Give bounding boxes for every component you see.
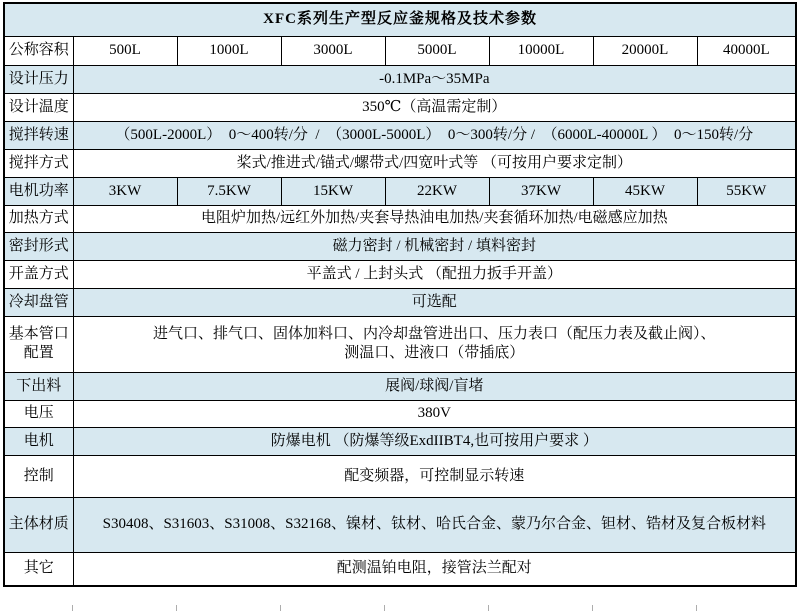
row-label: 加热方式 bbox=[4, 205, 73, 232]
row-label: 密封形式 bbox=[4, 232, 73, 260]
table-row bbox=[4, 427, 796, 455]
row-value: 配变频器，可控制显示转速 bbox=[73, 455, 796, 497]
capacity-value: 40000L bbox=[697, 36, 796, 65]
row-label: 下出料 bbox=[4, 372, 73, 400]
motor-power-value: 22KW bbox=[385, 177, 489, 205]
capacity-value: 10000L bbox=[489, 36, 593, 65]
motor-power-value: 3KW bbox=[73, 177, 177, 205]
motor-power-value: 7.5KW bbox=[177, 177, 281, 205]
row-value: （500L-2000L） 0～400转/分 / （3000L-5000L） 0～300转/分 / （6000L-40000L ） 0～150转/分 bbox=[73, 121, 796, 149]
table-row bbox=[4, 149, 796, 177]
row-value: 展阀/球阀/盲堵 bbox=[73, 372, 796, 400]
motor-power-value: 15KW bbox=[281, 177, 385, 205]
row-value: 配测温铂电阻，接管法兰配对 bbox=[73, 552, 796, 586]
motor-power-value: 37KW bbox=[489, 177, 593, 205]
row-label: 设计压力 bbox=[4, 65, 73, 93]
row-value: 380V bbox=[73, 400, 796, 427]
table-row bbox=[4, 316, 796, 372]
row-value: S30408、S31603、S31008、S32168、镍材、钛材、哈氏合金、蒙乃尔合金、钽材、锆材及复合板材料 bbox=[73, 497, 796, 552]
table-row bbox=[4, 260, 796, 288]
row-label: 搅拌转速 bbox=[4, 121, 73, 149]
spec-table bbox=[3, 2, 797, 587]
motor-power-value: 45KW bbox=[593, 177, 697, 205]
table-row bbox=[4, 121, 796, 149]
table-row bbox=[4, 497, 796, 552]
table-row bbox=[4, 232, 796, 260]
table-row bbox=[4, 36, 796, 65]
spec-sheet bbox=[3, 2, 797, 587]
row-label: 控制 bbox=[4, 455, 73, 497]
gridline-stub bbox=[384, 605, 385, 611]
table-row bbox=[4, 3, 796, 36]
row-label: 主体材质 bbox=[4, 497, 73, 552]
table-row bbox=[4, 455, 796, 497]
table-row bbox=[4, 552, 796, 586]
row-label: 冷却盘管 bbox=[4, 288, 73, 316]
capacity-value: 5000L bbox=[385, 36, 489, 65]
row-label: 电机 bbox=[4, 427, 73, 455]
gridline-stub bbox=[592, 605, 593, 611]
capacity-value: 1000L bbox=[177, 36, 281, 65]
row-label: 电机功率 bbox=[4, 177, 73, 205]
capacity-value: 20000L bbox=[593, 36, 697, 65]
table-row bbox=[4, 205, 796, 232]
row-value: 防爆电机 （防爆等级ExdIIBT4,也可按用户要求 ） bbox=[73, 427, 796, 455]
gridline-stub bbox=[72, 605, 73, 611]
table-row bbox=[4, 400, 796, 427]
gridline-stub bbox=[280, 605, 281, 611]
row-label: 开盖方式 bbox=[4, 260, 73, 288]
motor-power-value: 55KW bbox=[697, 177, 796, 205]
gridline-stub bbox=[488, 605, 489, 611]
table-row bbox=[4, 93, 796, 121]
row-label: 搅拌方式 bbox=[4, 149, 73, 177]
ports-line-1: 进气口、排气口、固体加料口、内冷却盘管进出口、压力表口（配压力表及截止阀）、 bbox=[153, 326, 716, 343]
row-value: 可选配 bbox=[73, 288, 796, 316]
table-row bbox=[4, 177, 796, 205]
row-value bbox=[73, 316, 796, 372]
ports-line-2: 测温口、进液口（带插底） bbox=[344, 345, 525, 361]
capacity-value: 3000L bbox=[281, 36, 385, 65]
capacity-value: 500L bbox=[73, 36, 177, 65]
row-label: 基本管口配置 bbox=[4, 316, 73, 372]
row-label: 电压 bbox=[4, 400, 73, 427]
row-value: 平盖式 / 上封头式 （配扭力扳手开盖） bbox=[73, 260, 796, 288]
row-value: 磁力密封 / 机械密封 / 填料密封 bbox=[73, 232, 796, 260]
page-title: XFC系列生产型反应釜规格及技术参数 bbox=[4, 3, 796, 36]
row-value: 350℃（高温需定制） bbox=[73, 93, 796, 121]
gridline-stub bbox=[696, 605, 697, 611]
row-value: -0.1MPa～35MPa bbox=[73, 65, 796, 93]
gridline-stub bbox=[176, 605, 177, 611]
row-value: 桨式/推进式/锚式/螺带式/四宽叶式等 （可按用户要求定制） bbox=[73, 149, 796, 177]
table-row bbox=[4, 65, 796, 93]
row-label: 设计温度 bbox=[4, 93, 73, 121]
row-value: 电阻炉加热/远红外加热/夹套导热油电加热/夹套循环加热/电磁感应加热 bbox=[73, 205, 796, 232]
table-row bbox=[4, 372, 796, 400]
row-label: 其它 bbox=[4, 552, 73, 586]
table-row bbox=[4, 288, 796, 316]
row-label: 公称容积 bbox=[4, 36, 73, 65]
